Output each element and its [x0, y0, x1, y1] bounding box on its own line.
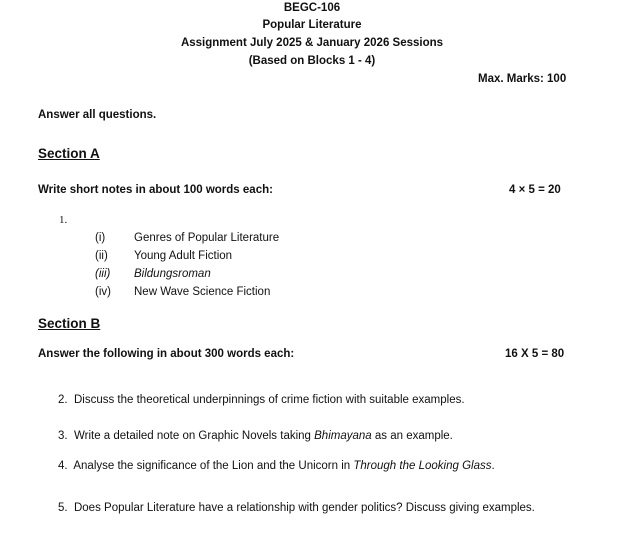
question-4 [58, 460, 495, 472]
question-2 [58, 394, 465, 406]
item-number: (ii) [95, 250, 108, 262]
work-title: Through the Looking Glass [353, 460, 492, 472]
question-text: Discuss the theoretical underpinnings of crime fiction with suitable examples. [73, 394, 465, 406]
item-text: Bildungsroman [134, 268, 211, 280]
item-text: Young Adult Fiction [134, 250, 233, 262]
item-number: (i) [95, 232, 106, 244]
question-number: 5. [58, 502, 68, 514]
course-title: Popular Literature [262, 19, 362, 31]
section-a-prompt: Write short notes in about 100 words each: [38, 184, 273, 196]
section-a-marks: 4 × 5 = 20 [509, 184, 561, 196]
question-number: 3. [58, 430, 68, 442]
max-marks: Max. Marks: 100 [478, 73, 567, 85]
item-number: (iii) [95, 268, 111, 280]
item-text: Genres of Popular Literature [134, 232, 280, 244]
assignment-sessions: Assignment July 2025 & January 2026 Sessions [180, 37, 444, 49]
course-code: BEGC-106 [283, 2, 341, 14]
section-b-title: Section B [38, 316, 101, 331]
item-text: New Wave Science Fiction [134, 286, 271, 298]
work-title: Bhimayana [314, 430, 372, 442]
question-number: 4. [58, 460, 68, 472]
question-text: Write a detailed note on Graphic Novels taking [73, 430, 315, 442]
question-text-end: as an example. [371, 430, 453, 442]
instruction: Answer all questions. [38, 109, 157, 121]
question-text: Analyse the significance of the Lion and the Unicorn in [73, 460, 354, 472]
section-b-prompt: Answer the following in about 300 words each: [38, 348, 295, 360]
item-number: (iv) [95, 286, 111, 298]
section-a-title: Section A [38, 146, 100, 161]
question-text: Does Popular Literature have a relationship with gender politics? Discuss giving examples. [73, 502, 535, 514]
question-text-end: . [491, 460, 495, 472]
question-3 [58, 430, 453, 442]
blocks-note: (Based on Blocks 1 - 4) [248, 55, 376, 67]
question-number: 2. [58, 394, 68, 406]
section-b-marks: 16 X 5 = 80 [505, 348, 565, 360]
question-1-number: 1. [59, 214, 68, 226]
question-5 [58, 502, 535, 514]
